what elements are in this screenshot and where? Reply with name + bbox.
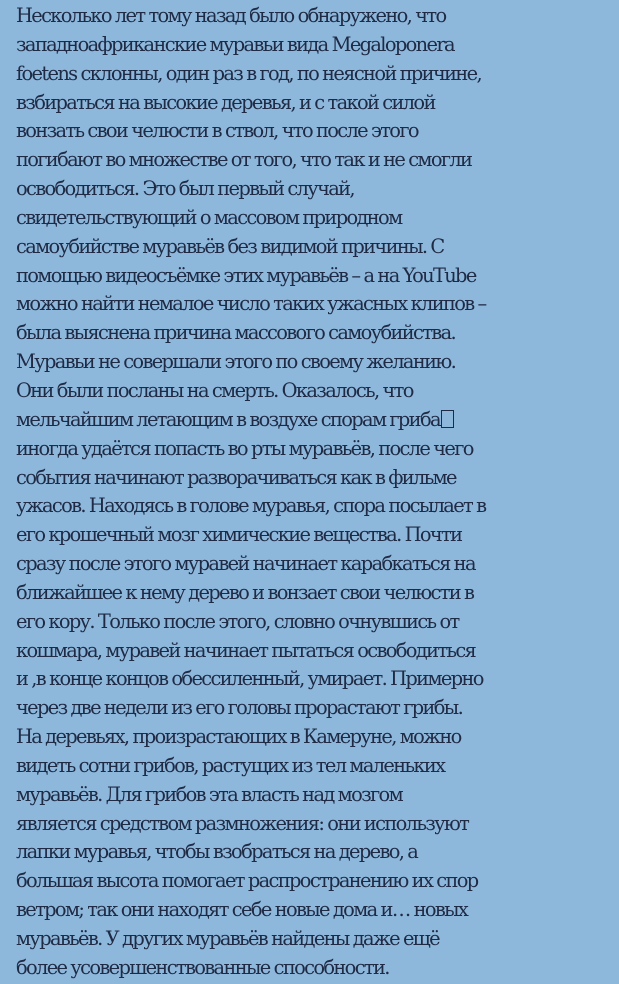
text-line: через две недели из его головы прорастают грибы. xyxy=(16,696,463,720)
text-line: вонзать свои челюсти в ствол, что после этого xyxy=(16,119,418,143)
text-line: свидетельствующий о массовом природном xyxy=(16,205,402,229)
text-line: foetens склонны, один раз в год, по неясной причине, xyxy=(16,61,482,85)
text-line: кошмара, муравей начинает пытаться освободиться xyxy=(16,638,476,662)
article-text xyxy=(16,2,619,983)
text-line: Несколько лет тому назад было обнаружено, что xyxy=(16,4,446,27)
text-line: ужасов. Находясь в голове муравья, спора посылает в xyxy=(16,494,486,518)
text-line: муравьёв. У других муравьёв найдены даже ещё xyxy=(16,927,439,950)
text-line: его кору. Только после этого, словно очнувшись от xyxy=(16,609,459,633)
text-line: На деревьях, произрастающих в Камеруне, можно xyxy=(16,725,461,749)
text-line: видеть сотни грибов, растущих из тел маленьких xyxy=(16,753,445,777)
text-line: муравьёв. Для грибов эта власть над мозгом xyxy=(16,782,403,806)
text-line: его крошечный мозг химические вещества. Почти xyxy=(16,523,462,547)
text-line-with-glyph xyxy=(16,406,619,435)
text-line: западноафриканские муравьи вида Megaloponera xyxy=(16,32,454,56)
text-line: ветром; так они находят себе новые дома и… новых xyxy=(16,898,468,922)
text-line: можно найти немалое число таких ужасных клипов – xyxy=(16,292,486,316)
text-line: события начинают разворачиваться как в фильме xyxy=(16,465,456,489)
text-line: была выяснена причина массового самоубийства. xyxy=(16,321,456,345)
text-line: помощью видеосъёмке этих муравьёв – а на YouTube xyxy=(16,263,476,287)
text-line: погибают во множестве от того, что так и не смогли xyxy=(16,148,472,172)
text-line: сразу после этого муравей начинает карабкаться на xyxy=(16,552,475,576)
text-line: самоубийстве муравьёв без видимой причины. С xyxy=(16,234,444,258)
text-line: Они были посланы на смерть. Оказалось, что xyxy=(16,378,413,402)
missing-glyph-icon xyxy=(441,410,454,428)
text-line-content: мельчайшим летающим в воздухе спорам гриба xyxy=(16,407,440,431)
text-line: иногда удаётся попасть во рты муравьёв, после чего xyxy=(16,436,473,460)
text-line: взбираться на высокие деревья, и с такой силой xyxy=(16,90,435,114)
text-line: освободиться. Это был первый случай, xyxy=(16,177,354,201)
text-line: лапки муравья, чтобы взобраться на дерево, а xyxy=(16,840,418,864)
text-line: более усовершенствованные способности. xyxy=(16,955,389,979)
text-line: и ,в конце концов обессиленный, умирает. Примерно xyxy=(16,667,483,691)
text-line: ближайшее к нему дерево и вонзает свои челюсти в xyxy=(16,580,474,604)
text-line: большая высота помогает распространению их спор xyxy=(16,869,478,893)
text-line: является средством размножения: они используют xyxy=(16,811,469,835)
text-line: Муравьи не совершали этого по своему желанию. xyxy=(16,350,456,374)
